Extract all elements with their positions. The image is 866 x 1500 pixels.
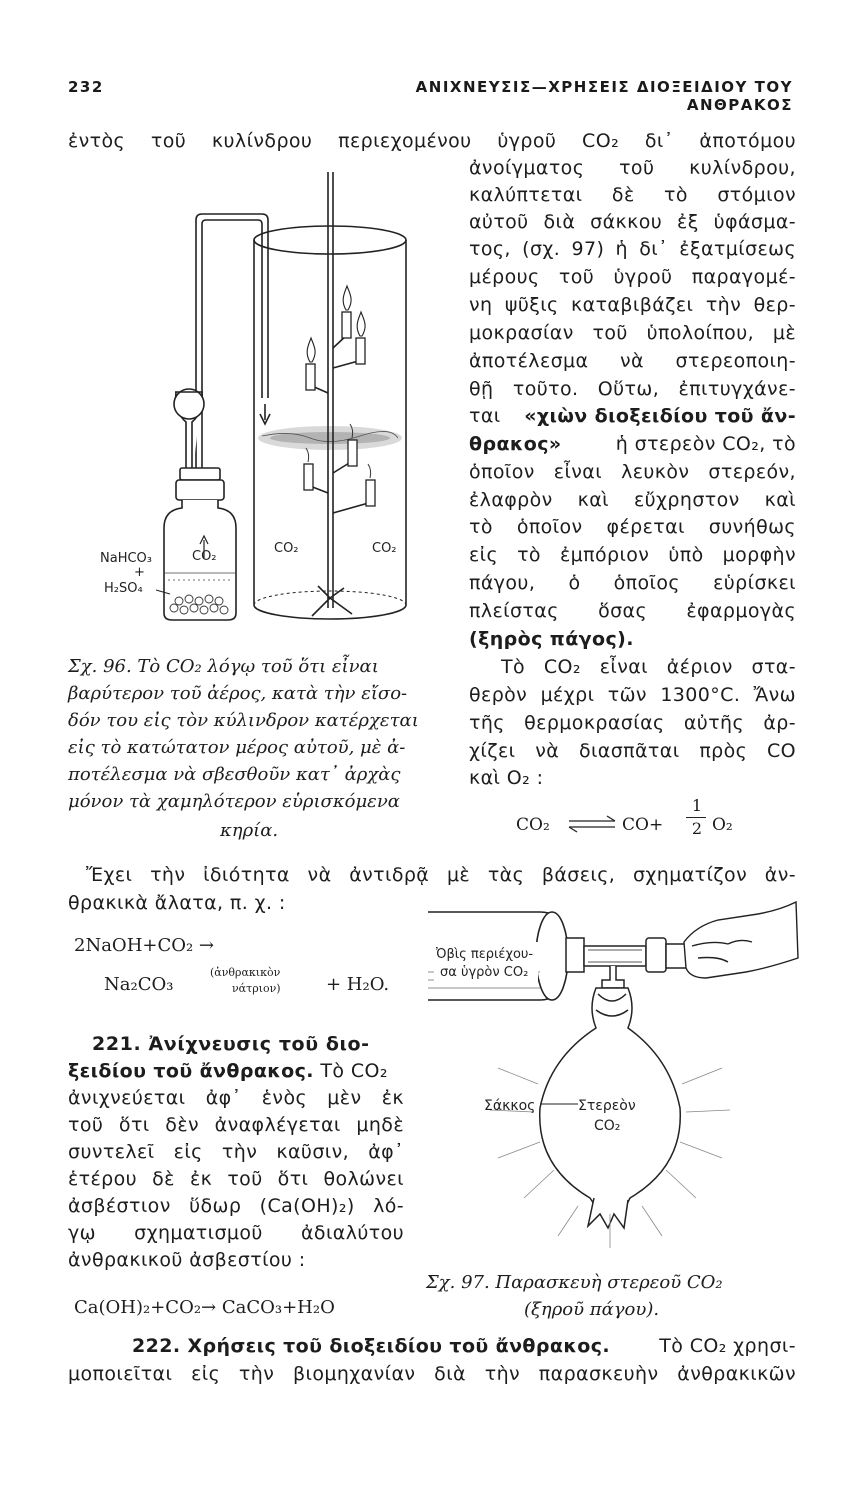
label-co2-cylinder-right: CO₂ [372, 541, 397, 556]
label-nahco3: NaHCO₃ [100, 551, 152, 566]
equation-annotation: (ἀνθρακικὸν [210, 966, 281, 979]
label-h2so4: H₂SO₄ [104, 581, 143, 596]
section-222-heading [68, 1333, 796, 1359]
text-line: θῇ τοῦτο. Οὕτω, ἐπιτυγχάνε- [469, 378, 796, 400]
text-line: Ἔχει τὴν ἰδιότητα νὰ ἀντιδρᾷ μὲ τὰς βάσεις, σχηματίζον ἀν- [86, 864, 796, 886]
text-line: αὐτοῦ διὰ σάκκου ἐξ ὑφάσμα- [469, 211, 796, 233]
figure-96-apparatus [100, 168, 462, 650]
equation-product: O₂ [712, 815, 733, 835]
text-line: ἀνιχνεύεται ἀφ᾿ ἑνὸς μὲν ἐκ [68, 1087, 404, 1109]
text-line: ἀνθρακικοῦ ἀσβεστίου : [68, 1249, 306, 1271]
text-line: μέρους τοῦ ὑγροῦ παραγομέ- [469, 266, 796, 288]
figure-96-caption-line: ποτέλεσμα νὰ σβεσθοῦν κατ᾿ ἀρχὰς [68, 764, 401, 785]
text-line: χίζει νὰ διασπᾶται πρὸς CO [469, 740, 796, 762]
text-line: καὶ O₂ : [469, 767, 544, 789]
text-line: καλύπτεται δὲ τὸ στόμιον [469, 184, 796, 206]
bold-term: «χιὼν διοξειδίου τοῦ ἄν- [524, 405, 796, 427]
figure-97-apparatus [428, 898, 800, 1266]
equation-line: + H₂O. [326, 974, 390, 995]
equation-line: 2NaOH+CO₂ → [74, 935, 215, 956]
figure-97-caption-line: Σχ. 97. Παρασκευὴ στερεοῦ CO₂ [426, 1272, 723, 1293]
text-line: θερὸν μέχρι τῶν 1300°C. Ἄνω [469, 684, 796, 706]
bold-term: (ξηρὸς πάγος). [469, 628, 634, 650]
label-co2-cylinder-left: CO₂ [274, 541, 299, 556]
equation-annotation: νάτριον) [232, 982, 281, 995]
valve-icon [566, 938, 688, 988]
text-line: νη ψῦξις καταβιβάζει τὴν θερ- [469, 294, 796, 316]
text-line: τος, (σχ. 97) ἡ δι᾿ ἐξατμίσεως [469, 238, 796, 260]
glass-cylinder-icon [254, 226, 406, 619]
funnel-icon [174, 389, 204, 480]
text-line: Τὸ CO₂ εἶναι ἀέριον στα- [501, 656, 796, 678]
text-run: ται [469, 405, 501, 427]
text-run: ἡ στερεὸν CO₂, τὸ [615, 433, 796, 455]
text-run: Τὸ CO₂ [313, 1060, 388, 1082]
text-line: θρακικὰ ἄλατα, π. χ. : [68, 892, 286, 914]
gas-level-icon [258, 426, 402, 450]
label-cylinder: σα ὑγρὸν CO₂ [440, 965, 529, 980]
text-line: ὁποῖον εἶναι λευκὸν στερεόν, [469, 461, 796, 483]
text-line: ἑτέρου δὲ ἐκ τοῦ ὅτι θολώνει [68, 1168, 404, 1190]
text-line: γῳ σχηματισμοῦ ἀδιαλύτου [68, 1222, 404, 1244]
label-solid-co2: CO₂ [594, 1118, 621, 1134]
text-line: εἰς τὸ ἐμπόριον ὑπὸ μορφὴν [469, 544, 796, 566]
figure-96-caption-line: δόν του εἰς τὸν κύλινδρον κατέρχεται [68, 710, 419, 731]
text-line: ἐντὸς τοῦ κυλίνδρου περιεχομένου ὑγροῦ CO₂ δι᾿ ἀποτόμου [68, 130, 796, 152]
fraction-denominator: 2 [691, 819, 703, 838]
label-plus: + [134, 565, 145, 580]
section-221-heading: 221. Ἀνίχνευσις τοῦ διο- [92, 1033, 370, 1055]
text-line: μοκρασίαν τοῦ ὑπολοίπου, μὲ [469, 322, 796, 344]
text-line: ἐλαφρὸν καὶ εὔχρηστον καὶ [469, 489, 796, 511]
figure-96-caption-line: κηρία. [220, 820, 279, 841]
text-line: τοῦ ὅτι δὲν ἀναφλέγεται μηδὲ [68, 1114, 404, 1136]
text-line: τῆς θερμοκρασίας αὐτῆς ἀρ- [469, 712, 796, 734]
label-solid-co2: Στερεὸν [578, 1098, 636, 1114]
label-cylinder: Ὀβὶς περιέχου- [436, 947, 534, 962]
text-line: πλείστας ὅσας ἐφαρμογὰς [469, 600, 796, 622]
hand-icon [684, 902, 798, 978]
equation-reactant: CO₂ [516, 815, 550, 835]
equation-line: Na₂CO₃ [104, 974, 174, 995]
figure-97-caption-line: (ξηροῦ πάγου). [524, 1299, 660, 1320]
text-line: μοποιεῖται εἰς τὴν βιομηχανίαν διὰ τὴν παρασκευὴν ἀνθρακικῶν [68, 1363, 796, 1385]
section-221-heading-line2 [68, 1058, 388, 1084]
fraction-bar [686, 817, 706, 818]
label-sack: Σάκκος [484, 1098, 536, 1114]
equation-product: CO+ [622, 815, 664, 835]
text-line-bold-mixed [469, 431, 796, 457]
label-co2-bottle: CO₂ [192, 549, 217, 564]
delivery-tube-icon [196, 214, 270, 480]
fraction-numerator: 1 [691, 796, 703, 815]
bold-term: ξειδίου τοῦ ἄνθρακος. [68, 1060, 314, 1082]
text-line: πάγου, ὁ ὁποῖος εὑρίσκει [469, 572, 796, 594]
equation-line: Ca(OH)₂+CO₂→ CaCO₃+H₂O [74, 1297, 335, 1318]
text-run: Τὸ CO₂ χρησι- [659, 1335, 796, 1357]
bold-term: θρακος» [469, 433, 562, 455]
bold-term: 222. Χρήσεις τοῦ διοξειδίου τοῦ ἄνθρακος. [132, 1335, 610, 1357]
running-title: ΑΝΙΧΝΕΥΣΙΣ—ΧΡΗΣΕΙΣ ΔΙΟΞΕΙΔΙΟΥ ΤΟΥ ΑΝΘΡΑΚΟΣ [415, 78, 793, 114]
text-line: συντελεῖ εἰς τὴν καῦσιν, ἀφ᾿ [68, 1141, 404, 1163]
text-line-bold-mixed [469, 403, 796, 429]
figure-96-caption-line: εἰς τὸ κατώτατον μέρος αὐτοῦ, μὲ ἀ- [68, 737, 406, 758]
figure-96-caption-line: μόνον τὰ χαμηλότερον εὑρισκόμενα [68, 791, 400, 812]
text-line: ἀποτέλεσμα νὰ στερεοποιη- [469, 350, 796, 372]
figure-96-caption-line: βαρύτερον τοῦ ἀέρος, κατὰ τὴν εἴσο- [68, 683, 408, 704]
candle-stand-icon [310, 172, 372, 616]
page-number: 232 [68, 78, 104, 96]
equilibrium-arrows-icon [565, 812, 619, 836]
text-line: ἀνοίγματος τοῦ κυλίνδρου, [469, 157, 796, 179]
text-line: τὸ ὁποῖον φέρεται συνήθως [469, 516, 796, 538]
text-line: ἀσβέστιον ὕδωρ (Ca(OH)₂) λό- [68, 1195, 404, 1217]
figure-96-caption-line: Σχ. 96. Τὸ CO₂ λόγῳ τοῦ ὅτι εἶναι [68, 656, 379, 677]
